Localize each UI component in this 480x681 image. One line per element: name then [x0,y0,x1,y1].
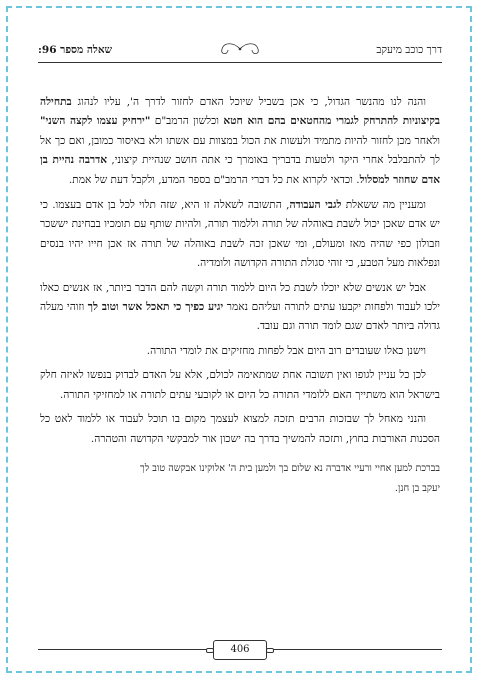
article-body [38,93,442,499]
page-footer [38,638,442,662]
paragraph [38,366,442,405]
paragraph [38,410,442,449]
closing-blessing [38,459,442,499]
text-run: והנני מאחל לך שבזכות הרבים תזכה למצוא לעצמך מקום בו תוכל לעבוד או ללמוד לאט כל הסכנות האורבות בחוץ, ותזכה להמשיך בדרך בה ישכון אור למבקשי הקדושה והטהרה. [40,413,440,445]
text-run: אבל יש אנשים שלא יוכלו לשבת כל היום ללמוד תורה וקשה להם הדבר ביותר, אז אנשים כאלו ילכו לעבוד ולפחות יקבעו עתים לתורה ועליהם נאמר [40,281,440,314]
bold-text: לגבי העבודה [289,199,342,212]
text-run: , התשובה לשאלה זו היא, שזה תלוי לכל בן אדם בעצמו. כי יש אדם שאכן יכול לשבת באוהלה של תורה וללמוד תורה, ולהיות שותף עם תומכיו בבחינת יששכר וזבולון כפי שהיה מאז ומעולם, ומי שאכן זכה לשבת באוהלה של תורה אז אכן חייו יהיו בנסים ונפלאות מעל הטבע, כי זוהי סגולת התורה הקדושה ולומדיה. [40,199,440,270]
running-header [38,40,442,63]
signature: יעקב בן חנן. [394,482,440,494]
page-number: 406 [213,640,267,660]
header-question-number: שאלה מספר 96: [38,44,113,56]
text-run: וזוהי מעלה גדולה ביותר לאדם שגם לומד תורה וגם עובד. [40,301,440,333]
text-run: לכן כל עניין לגופו ואין תשובה אחת שמתאימה לכולם, אלא על האדם לבדוק בנפשו לאיזה חלק בישראל הוא משתייך האם ללומדי התורה כל היום או לקובעי עתים לתורה או למחזיקי התורה. [40,369,440,401]
text-run: והנה לנו מהנשר הגדול, כי אכן בשביל שיוכל האדם לחזור לדרך ה', עליו לנהוג [71,96,426,108]
bold-text: בתחילה בקיצוניות להתרחק לגמרי מהחטאים בהם הוא חטא [40,96,440,128]
bold-text: יגיע כפיך כי תאכל אשר וטוב לך [87,301,224,314]
text-run: וישנן כאלו שעובדים רוב היום אבל לפחות מחזיקים את לומדי התורה. [146,344,426,357]
text-run: ולאחר מכן לחזור להיות מתמיד ולעשות את הכול במצוות עם אשתו ולא באיסור כמובן, ואם כך אל לך להתבלבל אחרי היקר ולטעות בדבריך באומרך כי אתה חושב שנהיית קיצוני, [40,134,440,167]
text-run: וכלשון הרמב"ם [150,115,224,128]
header-book-title: דרך כוכב מיעקב [376,44,442,56]
ornament-icon [210,40,270,58]
paragraph [38,342,442,361]
bold-text: אדרבה נהיית בן אדם שחוזר למסלול [40,154,440,186]
paragraph [38,279,442,337]
closing-line: בברכת למען אחיי ורעיי אדברה נא שלום בך ולמען בית ה' אלוקינו אבקשה טוב לך [140,462,440,474]
bold-text: "ירחיק עצמו לקצה השני" [40,115,151,128]
text-run: . וכדאי לקרוא את כל דברי הרמב"ם בספר המדע, ולקבל דעת של אמת. [68,173,360,186]
paragraph [38,196,442,274]
text-run: ומעניין מה ששאלת [341,199,427,212]
document-page [38,40,442,660]
paragraph [38,93,442,190]
